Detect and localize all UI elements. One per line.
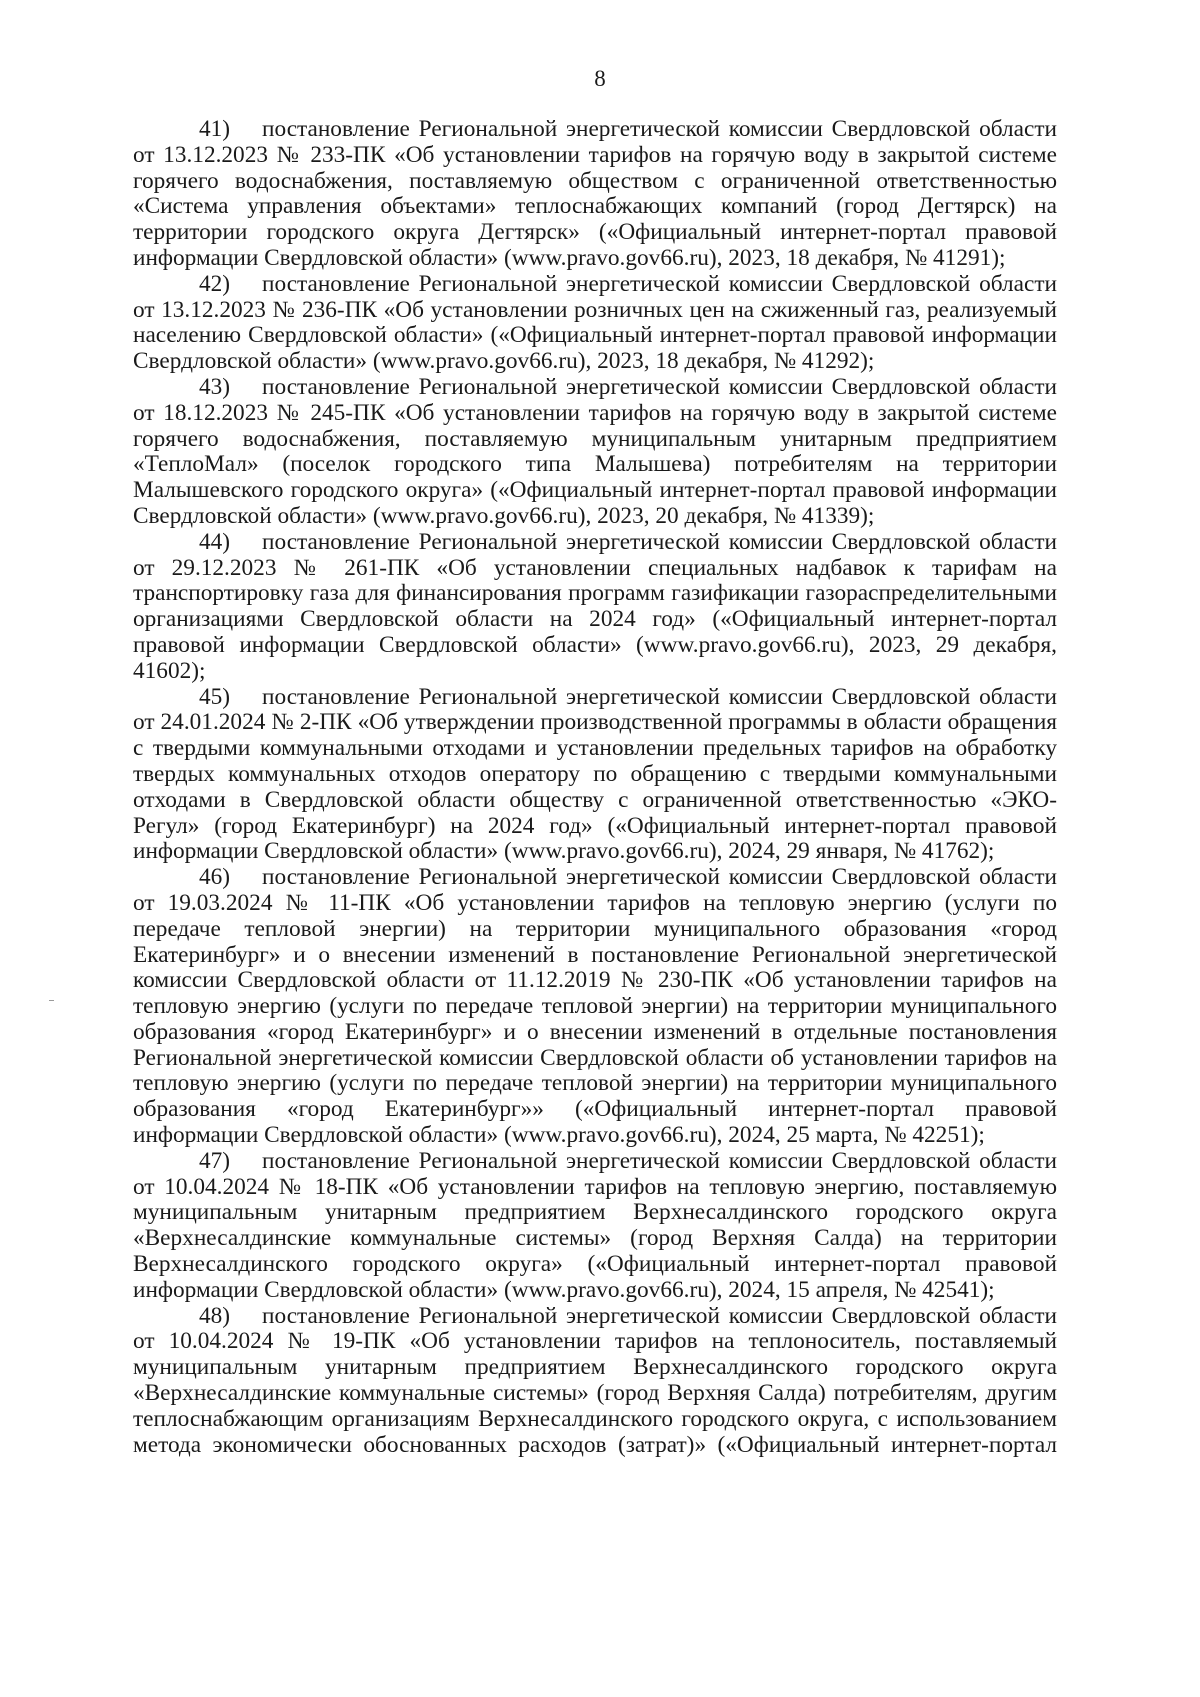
list-item-number: 45) <box>199 683 231 710</box>
list-item-text: постановление Региональной энергетической комиссии Свердловской области от 18.12.2023 № 245-ПК «Об установлении тарифов на горячую воду в закрытой системе горячего водоснабжения, поставляемую муниципальным унитарным предприятием «ТеплоМал» (поселок городского типа Малышева) потребителям на территории Малышевского городского округа» («Официальный интернет-портал правовой информации Свердловской области» (www.pravo.gov66.ru), 2023, 20 декабря, № 41339); <box>133 373 1057 529</box>
list-item-text: постановление Региональной энергетической комиссии Свердловской области от 10.04.2024 № 18-ПК «Об установлении тарифов на тепловую энергию, поставляемую муниципальным унитарным предприятием Верхнесалдинского городского округа «Верхнесалдинские коммунальные системы» (город Верхняя Салда) на территории Верхнесалдинского городского округа» («Официальный интернет-портал правовой информации Свердловской области» (www.pravo.gov66.ru), 2024, 15 апреля, № 42541); <box>133 1147 1057 1303</box>
list-item-number: 48) <box>199 1302 231 1329</box>
list-item-number: 43) <box>199 373 231 400</box>
page-number: 8 <box>594 66 606 91</box>
list-item-text: постановление Региональной энергетической комиссии Свердловской области от 13.12.2023 № 233-ПК «Об установлении тарифов на горячую воду в закрытой системе горячего водоснабжения, поставляемую обществом с ограниченной ответственностью «Система управления объектами» теплоснабжающих компаний (город Дегтярск) на территории городского округа Дегтярск» («Официальный интернет-портал правовой информации Свердловской области» (www.pravo.gov66.ru), 2023, 18 декабря, № 41291); <box>133 116 1057 271</box>
list-item <box>133 530 1057 685</box>
list-item <box>133 1149 1057 1304</box>
scan-margin-mark <box>49 1000 54 1001</box>
list-item-number: 41) <box>199 116 231 142</box>
list-item-number: 44) <box>199 528 231 555</box>
document-body <box>133 117 1057 1458</box>
list-item <box>133 375 1057 530</box>
list-item-text: постановление Региональной энергетической комиссии Свердловской области от 24.01.2024 № 2-ПК «Об утверждении производственной программы в области обращения с твердыми коммунальными отходами и установлении предельных тарифов на обработку твердых коммунальных отходов оператору по обращению с твердыми коммунальными отходами в Свердловской области обществу с ограниченной ответственностью «ЭКО-Регул» (город Екатеринбург) на 2024 год» («Официальный интернет-портал правовой информации Свердловской области» (www.pravo.gov66.ru), 2024, 29 января, № 41762); <box>133 683 1057 865</box>
list-item-text: постановление Региональной энергетической комиссии Свердловской области от 10.04.2024 № 19-ПК «Об установлении тарифов на теплоноситель, поставляемый муниципальным унитарным предприятием Верхнесалдинского городского округа «Верхнесалдинские коммунальные системы» (город Верхняя Салда) потребителям, другим теплоснабжающим организациям Верхнесалдинского городского округа, с использованием метода экономически обоснованных расходов (затрат)» («Официальный интернет-портал <box>133 1302 1057 1458</box>
list-item-text: постановление Региональной энергетической комиссии Свердловской области от 19.03.2024 № 11-ПК «Об установлении тарифов на тепловую энергию (услуги по передаче тепловой энергии) на территории муниципального образования «город Екатеринбург» и о внесении изменений в постановление Региональной энергетической комиссии Свердловской области от 11.12.2019 № 230-ПК «Об установлении тарифов на тепловую энергию (услуги по передаче тепловой энергии) на территории муниципального образования «город Екатеринбург» и о внесении изменений в отдельные постановления Региональной энергетической комиссии Свердловской области об установлении тарифов на тепловую энергию (услуги по передаче тепловой энергии) на территории муниципального образования «город Екатеринбург»» («Официальный интернет-портал правовой информации Свердловской области» (www.pravo.gov66.ru), 2024, 25 марта, № 42251); <box>133 864 1057 1149</box>
list-item <box>133 865 1057 1149</box>
list-item <box>133 272 1057 375</box>
list-item-number: 46) <box>199 864 231 891</box>
list-item-text: постановление Региональной энергетической комиссии Свердловской области от 29.12.2023 № 261-ПК «Об установлении специальных надбавок к тарифам на транспортировку газа для финансирования программ газификации газораспределительными организациями Свердловской области на 2024 год» («Официальный интернет-портал правовой информации Свердловской области» (www.pravo.gov66.ru), 2023, 29 декабря, 41602); <box>133 528 1057 684</box>
list-item-text: постановление Региональной энергетической комиссии Свердловской области от 13.12.2023 № 236-ПК «Об установлении розничных цен на сжиженный газ, реализуемый населению Свердловской области» («Официальный интернет-портал правовой информации Свердловской области» (www.pravo.gov66.ru), 2023, 18 декабря, № 41292); <box>133 270 1057 375</box>
list-item <box>133 685 1057 866</box>
list-item-number: 47) <box>199 1147 231 1174</box>
list-item <box>133 117 1057 272</box>
list-item-number: 42) <box>199 270 231 297</box>
list-item <box>133 1304 1057 1459</box>
